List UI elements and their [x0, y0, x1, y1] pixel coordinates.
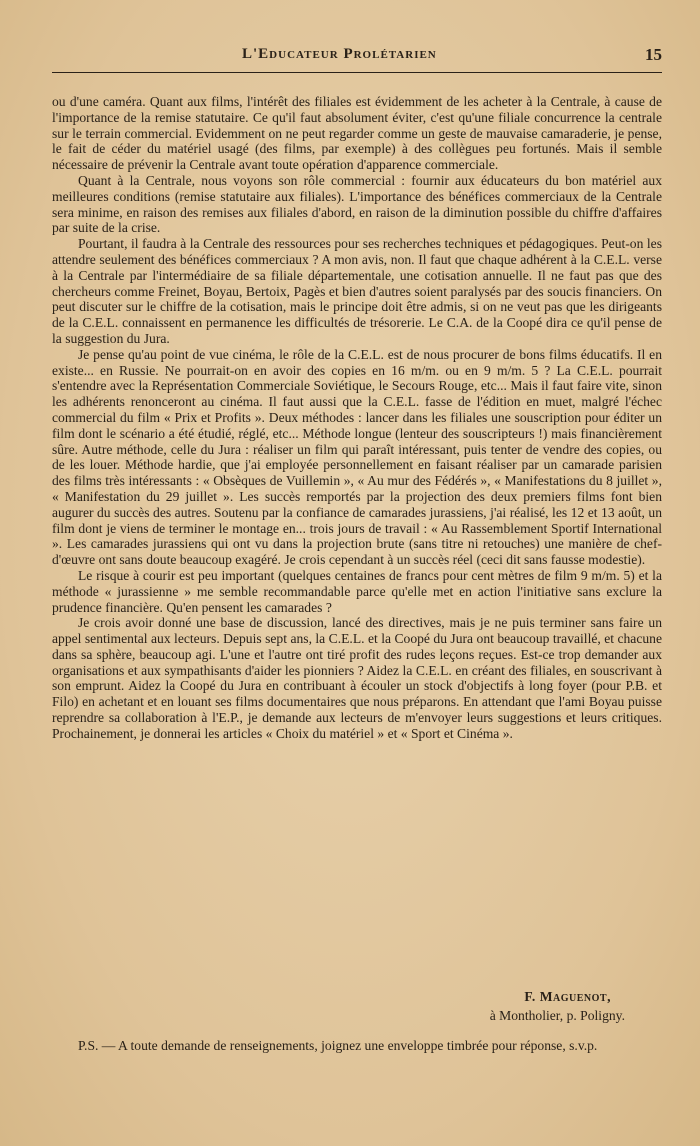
journal-page: [52, 34, 662, 1124]
header-rule: [52, 72, 662, 73]
article-body: [52, 94, 662, 742]
postscript: P.S. — A toute demande de renseignements, joignez une enveloppe timbrée pour réponse, s.v.p.: [78, 1038, 598, 1053]
article-paragraph: Le risque à courir est peu important (quelques centaines de francs pour cent mètres de film 9 m/m. 5) et la méthode « jurassienne » me semble recommandable parce qu'elle met en action l'initiative sans exclure la prudence financière. Qu'en pensent les camarades ?: [52, 567, 662, 615]
article-paragraph: ou d'une caméra. Quant aux films, l'intérêt des filiales est évidemment de les acheter à la Centrale, à cause de l'importance de la remise statutaire. Ce qu'il faut absolument éviter, c'est qu'une filiale concurrence la centrale sur le terrain commercial. Evidemment on ne peut regarder comme un geste de mauvaise camaraderie, je pense, le fait de céder du matériel usagé (des films, par exemple) à des collègues peu fortunés. Mais il semble nécessaire de prévenir la Centrale avant toute opération d'apparence commerciale.: [52, 94, 662, 173]
page-number: 15: [645, 45, 662, 64]
article-paragraph: Je crois avoir donné une base de discussion, lancé des directives, mais je ne puis terminer sans faire un appel sentimental aux lecteurs. Depuis sept ans, la C.E.L. et la Coopé du Jura ont beaucoup travaillé, et chacune dans sa sphère, beaucoup agi. L'une et l'autre ont tiré profit des rudes leçons reçues. Est-ce trop demander aux organisations et aux sympathisants d'aider les pionniers ? Aidez la C.E.L. en créant des filiales, en souscrivant à son emprunt. Aidez la Coopé du Jura en contribuant à écouler un stock d'objectifs à long foyer (pour P.B. et Filo) en achetant et en louant ses films documentaires que nous préparons. En attendant que l'ami Boyau puisse reprendre sa collaboration à l'E.P., je demande aux lecteurs de m'envoyer leurs suggestions et leurs critiques. Prochainement, je donnerai les articles « Choix du matériel » et « Sport et Cinéma ».: [52, 615, 662, 741]
author-name: F. Maguenot,: [524, 989, 611, 1004]
signature-block: [490, 987, 625, 1025]
author-location: à Montholier, p. Poligny.: [489, 1008, 625, 1023]
running-title: L'Educateur Prolétarien: [242, 46, 437, 62]
article-paragraph: Pourtant, il faudra à la Centrale des ressources pour ses recherches techniques et pédagogiques. Peut-on les attendre seulement des bénéfices commerciaux ? A mon avis, non. Il faut que chaque adhérent à la C.E.L. verse à la Centrale par l'intermédiaire de sa filiale départementale, une cotisation annuelle. Il ne faut pas que des chercheurs comme Freinet, Boyau, Bertoix, Pagès et bien d'autres soient paralysés par des soucis financiers. On peut discuter sur le chiffre de la cotisation, mais le principe doit être admis, si on ne veut pas que les dirigeants de la C.E.L. connaissent en permanence les difficultés de trésorerie. Le C.A. de la Coopé dira ce qu'il pense de la suggestion du Jura.: [52, 236, 662, 346]
page-header: [52, 34, 662, 72]
article-paragraph: Quant à la Centrale, nous voyons son rôle commercial : fournir aux éducateurs du bon matériel aux meilleures conditions (remise statutaire aux filiales). L'importance des bénéfices commerciaux de la Centrale sera minime, en raison des remises aux filiales d'abord, en raison de la diminution possible du chiffre d'affaires par suite de la crise.: [52, 172, 662, 236]
article-paragraph: Je pense qu'au point de vue cinéma, le rôle de la C.E.L. est de nous procurer de bons films éducatifs. Il en existe... en Russie. Ne pourrait-on en avoir des copies en 16 m/m. ou en 9 m/m. 5 ? La C.E.L. pourrait s'entendre avec la Représentation Commerciale Soviétique, le Secours Rouge, etc... Mais il faut faire vite, sinon les adhérents renonceront au cinéma. Il faut aussi que la C.E.L. fasse de l'édition en muet, malgré l'échec commercial du film « Prix et Profits ». Deux méthodes : lancer dans les filiales une souscription pour éditer un film dont le scénario a été étudié, réglé, etc... Méthode longue (lenteur des souscripteurs !) mais financièrement sûre. Autre méthode, celle du Jura : réaliser un film qui paraît intéressant, puis tenter de vendre des copies, ou de les louer. Méthode hardie, que j'ai employée personnellement en faisant réaliser par un camarade parisien des films très intéressants : « Obsèques de Vuillemin », « Au mur des Fédérés », « Manifestations du 8 juillet », « Manifestation du 29 juillet ». Les succès remportés par la projection des deux premiers films font bien augurer du succès des autres. Soutenu par la confiance de camarades jurassiens, j'ai réalisé, les 12 et 13 août, un film dont je viens de terminer le montage en... trois jours de travail : « Au Rassemblement Sportif International ». Les camarades jurassiens qui ont vu dans la projection brute (sans titre ni retouches) une manière de chef-d'œuvre ont sans doute beaucoup exagéré. Je crois cependant à un succès réel (ceci dit sans fausse modestie).: [52, 346, 662, 568]
